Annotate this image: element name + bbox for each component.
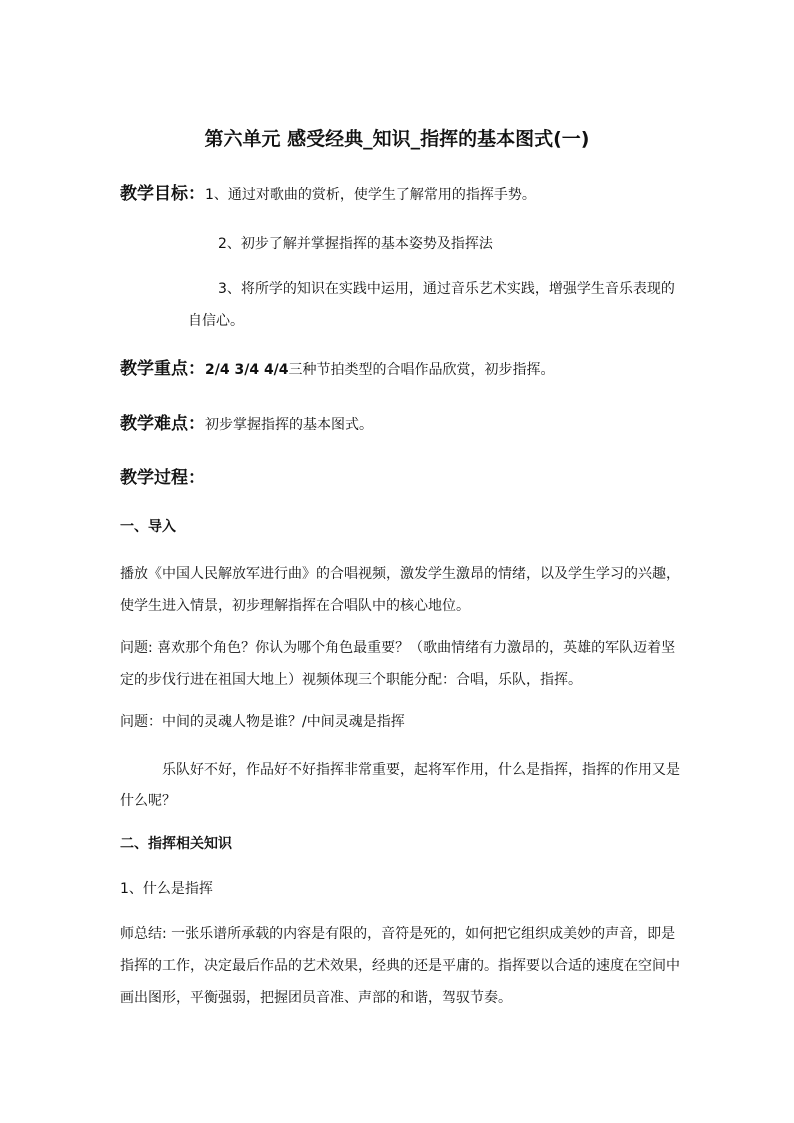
part2-paragraph-line-3: 画出图形，平衡强弱，把握团员音准、声部的和谐，驾驭节奏。 (120, 990, 512, 1006)
part1-paragraph-1-line-2: 使学生进入情景，初步理解指挥在合唱队中的核心地位。 (120, 598, 470, 614)
key-points-line (120, 359, 555, 380)
part1-paragraph-2-line-1: 乐队好不好，作品好不好指挥非常重要，起将军作用，什么是指挥，指挥的作用又是 (162, 762, 680, 778)
part2-heading: 二、指挥相关知识 (120, 836, 232, 852)
key-points-meters: 2/4 3/4 4/4 (205, 362, 289, 378)
key-points-text: 三种节拍类型的合唱作品欣赏，初步指挥。 (288, 362, 555, 378)
part1-question-2: 问题：中间的灵魂人物是谁？/中间灵魂是指挥 (120, 714, 405, 730)
objectives-label: 教学目标： (120, 184, 205, 204)
difficulty-line (120, 414, 373, 435)
part2-paragraph-line-2: 指挥的工作，决定最后作品的艺术效果，经典的还是平庸的。指挥要以合适的速度在空间中 (120, 958, 680, 974)
objective-item-1: 1、通过对歌曲的赏析，使学生了解常用的指挥手势。 (205, 187, 536, 203)
part2-subheading-1: 1、什么是指挥 (120, 881, 213, 897)
document-title: 第六单元 感受经典_知识_指挥的基本图式(一) (204, 128, 590, 150)
difficulty-label: 教学难点： (120, 414, 205, 434)
objective-item-3-line-1: 3、将所学的知识在实践中运用，通过音乐艺术实践，增强学生音乐表现的 (218, 281, 675, 297)
objective-item-2: 2、初步了解并掌握指挥的基本姿势及指挥法 (218, 236, 493, 252)
part1-paragraph-2-line-2: 什么呢？ (120, 793, 176, 809)
objectives-line-1 (120, 184, 536, 205)
part2-paragraph-line-1: 师总结: 一张乐谱所承载的内容是有限的，音符是死的，如何把它组织成美妙的声音，即是 (120, 926, 676, 942)
key-points-label: 教学重点： (120, 359, 205, 379)
part1-question-1-line-1: 问题: 喜欢那个角色？你认为哪个角色最重要？（歌曲情绪有力激昂的，英雄的军队迈着坚 (120, 640, 676, 656)
part1-question-1-line-2: 定的步伐行进在祖国大地上）视频体现三个职能分配：合唱，乐队，指挥。 (120, 672, 582, 688)
part1-heading: 一、导入 (120, 519, 176, 535)
part1-paragraph-1-line-1: 播放《中国人民解放军进行曲》的合唱视频，激发学生激昂的情绪，以及学生学习的兴趣， (120, 566, 680, 582)
difficulty-text: 初步掌握指挥的基本图式。 (205, 417, 373, 433)
objective-item-3-line-2: 自信心。 (188, 313, 244, 329)
process-label: 教学过程： (120, 468, 205, 488)
